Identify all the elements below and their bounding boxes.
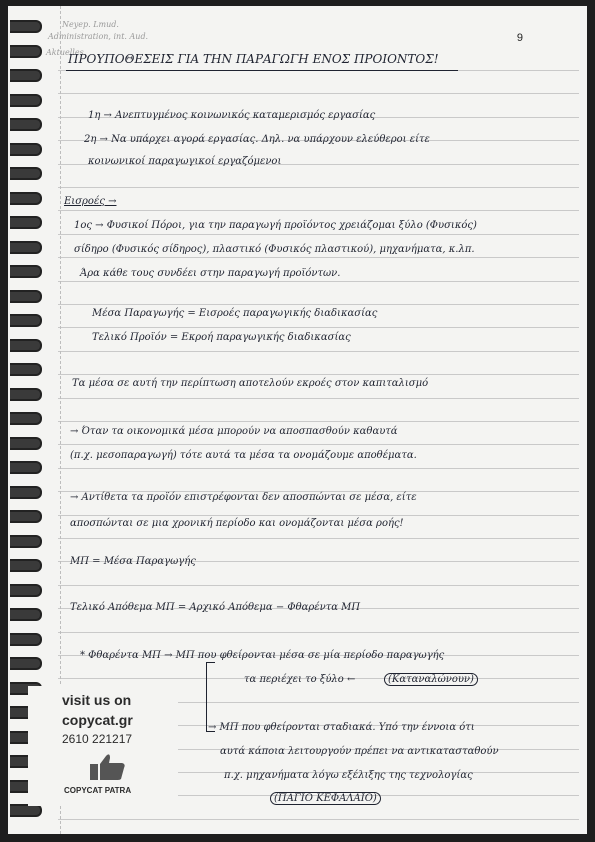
ruled-line: [58, 421, 579, 422]
ruled-line: [58, 444, 579, 445]
title-underline: [66, 70, 458, 71]
spiral-coil: [10, 412, 42, 425]
page-title: ΠΡΟΥΠΟΘΕΣΕΙΣ ΓΙΑ ΤΗΝ ΠΑΡΑΓΩΓΗ ΕΝΟΣ ΠΡΟΙΟΝΤΟΣ!: [68, 52, 439, 66]
ruled-line: [58, 304, 579, 305]
spiral-coil: [10, 437, 42, 450]
ruled-line: [58, 234, 579, 235]
spiral-coil: [10, 216, 42, 229]
spiral-coil: [10, 314, 42, 327]
page-number: 9: [516, 32, 523, 44]
corner-note-3: Aktuelles: [46, 48, 84, 57]
flows-line-2: αποσπώνται σε μια χρονική περίοδο και ονομάζονται μέσα ροής!: [70, 518, 404, 529]
notebook-page: [8, 6, 587, 834]
ruled-line: [58, 93, 579, 94]
spiral-coil: [10, 241, 42, 254]
ad-visit-text: visit us on: [62, 692, 132, 708]
inputs-line-2: σίδηρο (Φυσικός σίδηρος), πλαστικό (Φυσικός πλαστικού), μηχανήματα, κ.λπ.: [74, 244, 475, 255]
ruled-line: [58, 632, 579, 633]
ruled-line: [58, 257, 579, 258]
spiral-coil: [10, 559, 42, 572]
ruled-line: [58, 398, 579, 399]
spiral-coil: [10, 265, 42, 278]
gradual-mp-2: αυτά κάποια λειτουργούν πρέπει να αντικατασταθούν: [220, 746, 499, 757]
ruled-line: [58, 585, 579, 586]
ruled-line: [58, 374, 579, 375]
inputs-heading: Εισροές →: [64, 196, 117, 207]
means-outputs-note: Τα μέσα σε αυτή την περίπτωση αποτελούν εκροές στον καπιταλισμό: [72, 378, 429, 389]
spiral-coil: [10, 510, 42, 523]
final-product-def: Τελικό Προϊόν = Εκροή παραγωγικής διαδικασίας: [92, 332, 351, 343]
condition-1: 1η → Ανεπτυγμένος κοινωνικός καταμερισμός εργασίας: [88, 110, 376, 121]
ruled-line: [58, 351, 579, 352]
boxed-note-fixed-capital: (ΠΑΓΙΟ ΚΕΦΑΛΑΙΟ): [270, 792, 381, 805]
spiral-coil: [10, 94, 42, 107]
ad-brand: COPYCAT PATRA: [64, 786, 132, 795]
spiral-coil: [10, 45, 42, 58]
inputs-line-1: 1ος → Φυσικοί Πόροι, για την παραγωγή προϊόντος χρειάζομαι ξύλο (Φυσικός): [74, 220, 477, 231]
spiral-coil: [10, 584, 42, 597]
ad-website: copycat.gr: [62, 712, 133, 728]
gradual-mp-3: π.χ. μηχανήματα λόγω εξέλιξης της τεχνολογίας: [224, 770, 473, 781]
spiral-coil: [10, 461, 42, 474]
mp-abbreviation: ΜΠ = Μέσα Παραγωγής: [70, 556, 196, 567]
thumbs-up-icon: [86, 752, 128, 782]
spiral-coil: [10, 143, 42, 156]
spiral-coil: [10, 339, 42, 352]
spiral-coil: [10, 486, 42, 499]
corner-note-2: Administration, int. Aud.: [48, 32, 149, 41]
ruled-line: [58, 515, 579, 516]
spiral-coil: [10, 167, 42, 180]
spiral-coil: [10, 388, 42, 401]
spiral-coil: [10, 633, 42, 646]
spiral-coil: [10, 657, 42, 670]
ruled-line: [58, 819, 579, 820]
spiral-coil: [10, 118, 42, 131]
depreciated-mp-2: τα περιέχει το ξύλο ←: [244, 674, 356, 685]
gradual-mp-1: → ΜΠ που φθείρονται σταδιακά. Υπό την έννοια ότι: [208, 722, 475, 733]
condition-2-cont: κοινωνικοί παραγωγικοί εργαζόμενοι: [88, 156, 282, 167]
condition-2: 2η → Να υπάρχει αγορά εργασίας. Δηλ. να υπάρχουν ελεύθεροι είτε: [84, 134, 430, 145]
ad-phone: 2610 221217: [62, 732, 133, 746]
stocks-line-1: → Όταν τα οικονομικά μέσα μπορούν να αποσπασθούν καθαυτά: [70, 426, 398, 437]
means-of-production-def: Μέσα Παραγωγής = Εισροές παραγωγικής διαδικασίας: [92, 308, 378, 319]
depreciated-mp-1: * Φθαρέντα ΜΠ → ΜΠ που φθείρονται μέσα σε μία περίοδο παραγωγής: [80, 650, 445, 661]
spiral-coil: [10, 20, 42, 33]
inputs-line-3: Άρα κάθε τους συνδέει στην παραγωγή προϊόντων.: [80, 268, 341, 279]
final-stock-formula: Τελικό Απόθεμα ΜΠ = Αρχικό Απόθεμα − Φθαρέντα ΜΠ: [70, 602, 361, 613]
ruled-line: [58, 210, 579, 211]
spiral-coil: [10, 192, 42, 205]
ruled-line: [58, 468, 579, 469]
corner-note-1: Neyep. Lmud.: [62, 20, 119, 29]
spiral-coil: [10, 69, 42, 82]
stocks-line-2: (π.χ. μεσοπαραγωγή) τότε αυτά τα μέσα τα ονομάζουμε αποθέματα.: [70, 450, 417, 461]
ruled-line: [58, 538, 579, 539]
ruled-line: [58, 281, 579, 282]
spiral-coil: [10, 608, 42, 621]
ruled-line: [58, 187, 579, 188]
spiral-coil: [10, 363, 42, 376]
flows-line-1: → Αντίθετα τα προϊόν επιστρέφονται δεν αποσπώνται σε μέσα, είτε: [70, 492, 417, 503]
spiral-coil: [10, 290, 42, 303]
copycat-ad: [28, 686, 178, 806]
spiral-coil: [10, 535, 42, 548]
boxed-note-consume: (Καταναλώνουν): [384, 673, 478, 686]
ruled-line: [58, 327, 579, 328]
